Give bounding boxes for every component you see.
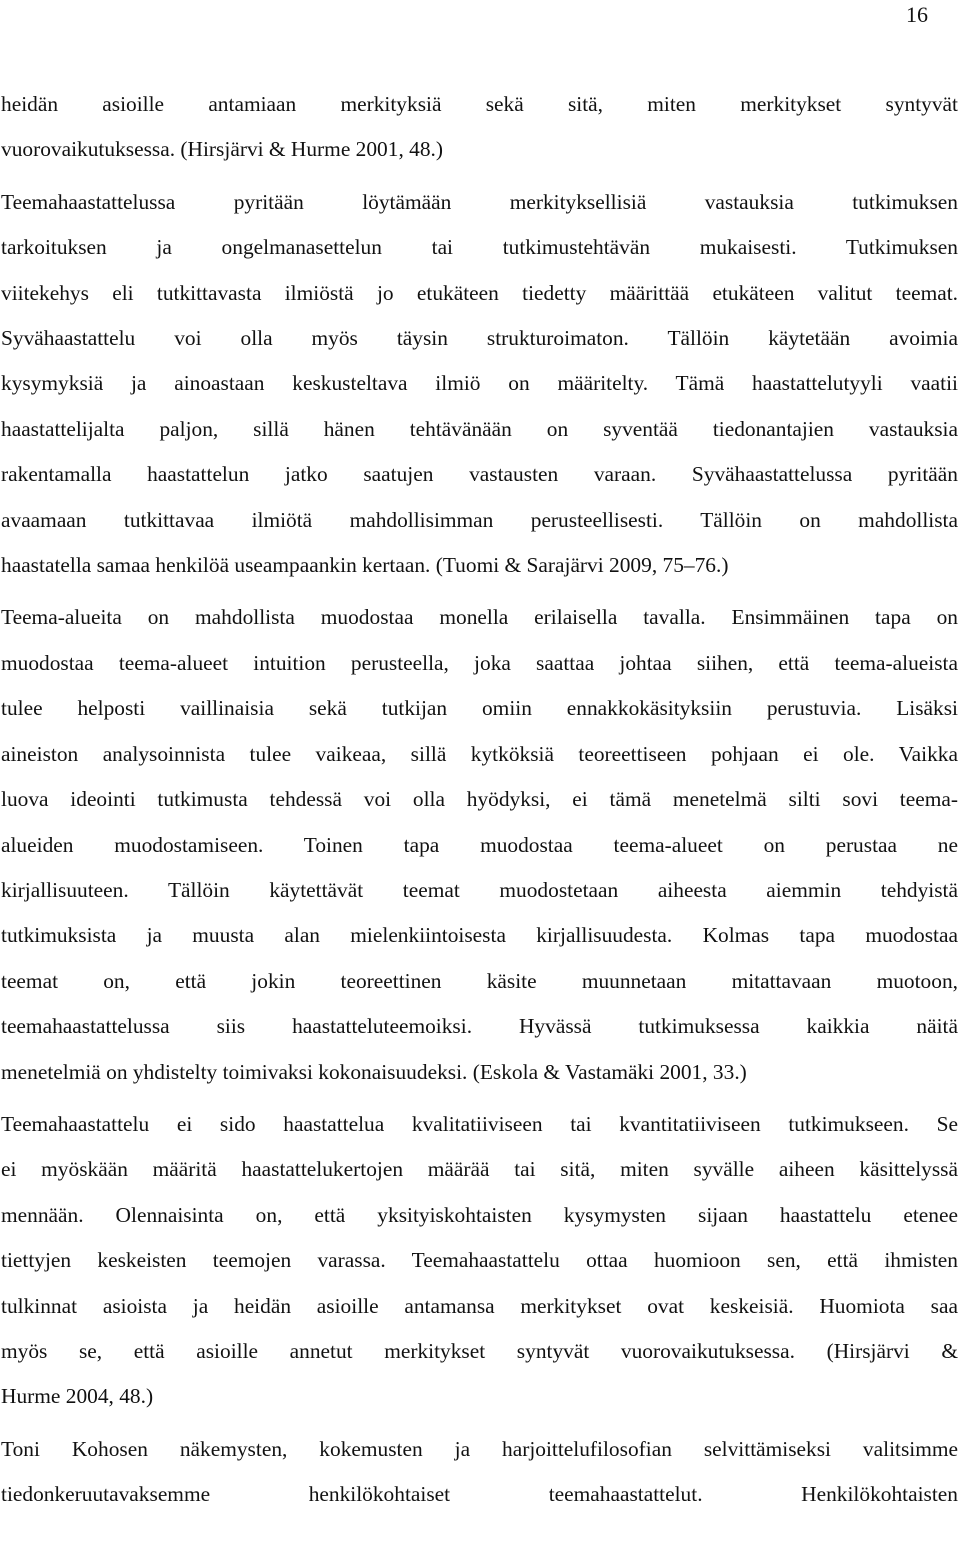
text-line: tutkimuksista ja muusta alan mielenkiintoisesta kirjallisuudesta. Kolmas tapa muodostaa xyxy=(1,923,958,948)
text-line: myös se, että asioille annetut merkitykset syntyvät vuorovaikutuksessa. (Hirsjärvi & xyxy=(1,1338,958,1363)
text-line: mennään. Olennaisinta on, että yksityiskohtaisten kysymysten sijaan haastattelu etenee xyxy=(1,1202,958,1227)
text-line: avaamaan tutkittavaa ilmiötä mahdollisimman perusteellisesti. Tällöin on mahdollista xyxy=(1,507,958,532)
text-line: teemahaastattelussa siis haastatteluteemoiksi. Hyvässä tutkimuksessa kaikkia näitä xyxy=(1,1014,958,1039)
text-line: luova ideointi tutkimusta tehdessä voi olla hyödyksi, ei tämä menetelmä silti sovi teema- xyxy=(1,787,958,812)
text-line: teemat on, että jokin teoreettinen käsite muunnetaan mitattavaan muotoon, xyxy=(1,968,958,993)
paragraph-2 xyxy=(1,180,958,589)
text-line: menetelmiä on yhdistelty toimivaksi kokonaisuudeksi. (Eskola & Vastamäki 2001, 33.) xyxy=(1,1059,747,1084)
paragraph-4 xyxy=(1,1102,958,1420)
text-line: tulkinnat asioista ja heidän asioille antamansa merkitykset ovat keskeisiä. Huomiota saa xyxy=(1,1293,958,1318)
text-line: muodostaa teema-alueet intuition perusteella, joka saattaa johtaa siihen, että teema-alueista xyxy=(1,650,958,675)
text-line: viitekehys eli tutkittavasta ilmiöstä jo etukäteen tiedetty määrittää etukäteen valitut teemat. xyxy=(1,280,958,305)
page-number: 16 xyxy=(906,2,928,27)
text-line: tarkoituksen ja ongelmanasettelun tai tutkimustehtävän mukaisesti. Tutkimuksen xyxy=(1,235,958,260)
text-line: tiettyjen keskeisten teemojen varassa. Teemahaastattelu ottaa huomioon sen, että ihmisten xyxy=(1,1248,958,1273)
text-line: Teemahaastattelu ei sido haastattelua kvalitatiiviseen tai kvantitatiiviseen tutkimukseen. Se xyxy=(1,1111,958,1136)
text-line: Teemahaastattelussa pyritään löytämään merkityksellisiä vastauksia tutkimuksen xyxy=(1,189,958,214)
text-line: Toni Kohosen näkemysten, kokemusten ja harjoittelufilosofian selvittämiseksi valitsimme xyxy=(1,1436,958,1461)
text-line: tiedonkeruutavaksemme henkilökohtaiset teemahaastattelut. Henkilökohtaisten xyxy=(1,1482,958,1507)
text-line: haastattelijalta paljon, sillä hänen tehtävänään on syventää tiedonantajien vastauksia xyxy=(1,416,958,441)
text-line: aineiston analysoinnista tulee vaikeaa, sillä kytköksiä teoreettiseen pohjaan ei ole. Vaikka xyxy=(1,741,958,766)
text-line: haastatella samaa henkilöä useampaankin kertaan. (Tuomi & Sarajärvi 2009, 75–76.) xyxy=(1,553,729,578)
text-line: ei myöskään määritä haastattelukertojen määrää tai sitä, miten syvälle aiheen käsittelyssä xyxy=(1,1157,958,1182)
text-line: tulee helposti vaillinaisia sekä tutkijan omiin ennakkokäsityksiin perustuvia. Lisäksi xyxy=(1,696,958,721)
text-line: rakentamalla haastattelun jatko saatujen vastausten varaan. Syvähaastattelussa pyritään xyxy=(1,462,958,487)
text-line: vuorovaikutuksessa. (Hirsjärvi & Hurme 2001, 48.) xyxy=(1,137,443,162)
text-line: kirjallisuuteen. Tällöin käytettävät teemat muodostetaan aiheesta aiemmin tehdyistä xyxy=(1,877,958,902)
paragraph-1 xyxy=(1,82,958,173)
document-body xyxy=(1,82,958,1518)
text-line: heidän asioille antamiaan merkityksiä sekä sitä, miten merkitykset syntyvät xyxy=(1,92,958,116)
text-line: Teema-alueita on mahdollista muodostaa monella erilaisella tavalla. Ensimmäinen tapa on xyxy=(1,605,958,630)
text-line: Hurme 2004, 48.) xyxy=(1,1384,154,1409)
text-line: kysymyksiä ja ainoastaan keskusteltava ilmiö on määritelty. Tämä haastattelutyyli vaatii xyxy=(1,371,958,396)
text-line: Syvähaastattelu voi olla myös täysin strukturoimaton. Tällöin käytetään avoimia xyxy=(1,326,958,351)
paragraph-5 xyxy=(1,1427,958,1518)
paragraph-3 xyxy=(1,595,958,1094)
text-line: alueiden muodostamiseen. Toinen tapa muodostaa teema-alueet on perustaa ne xyxy=(1,832,958,857)
